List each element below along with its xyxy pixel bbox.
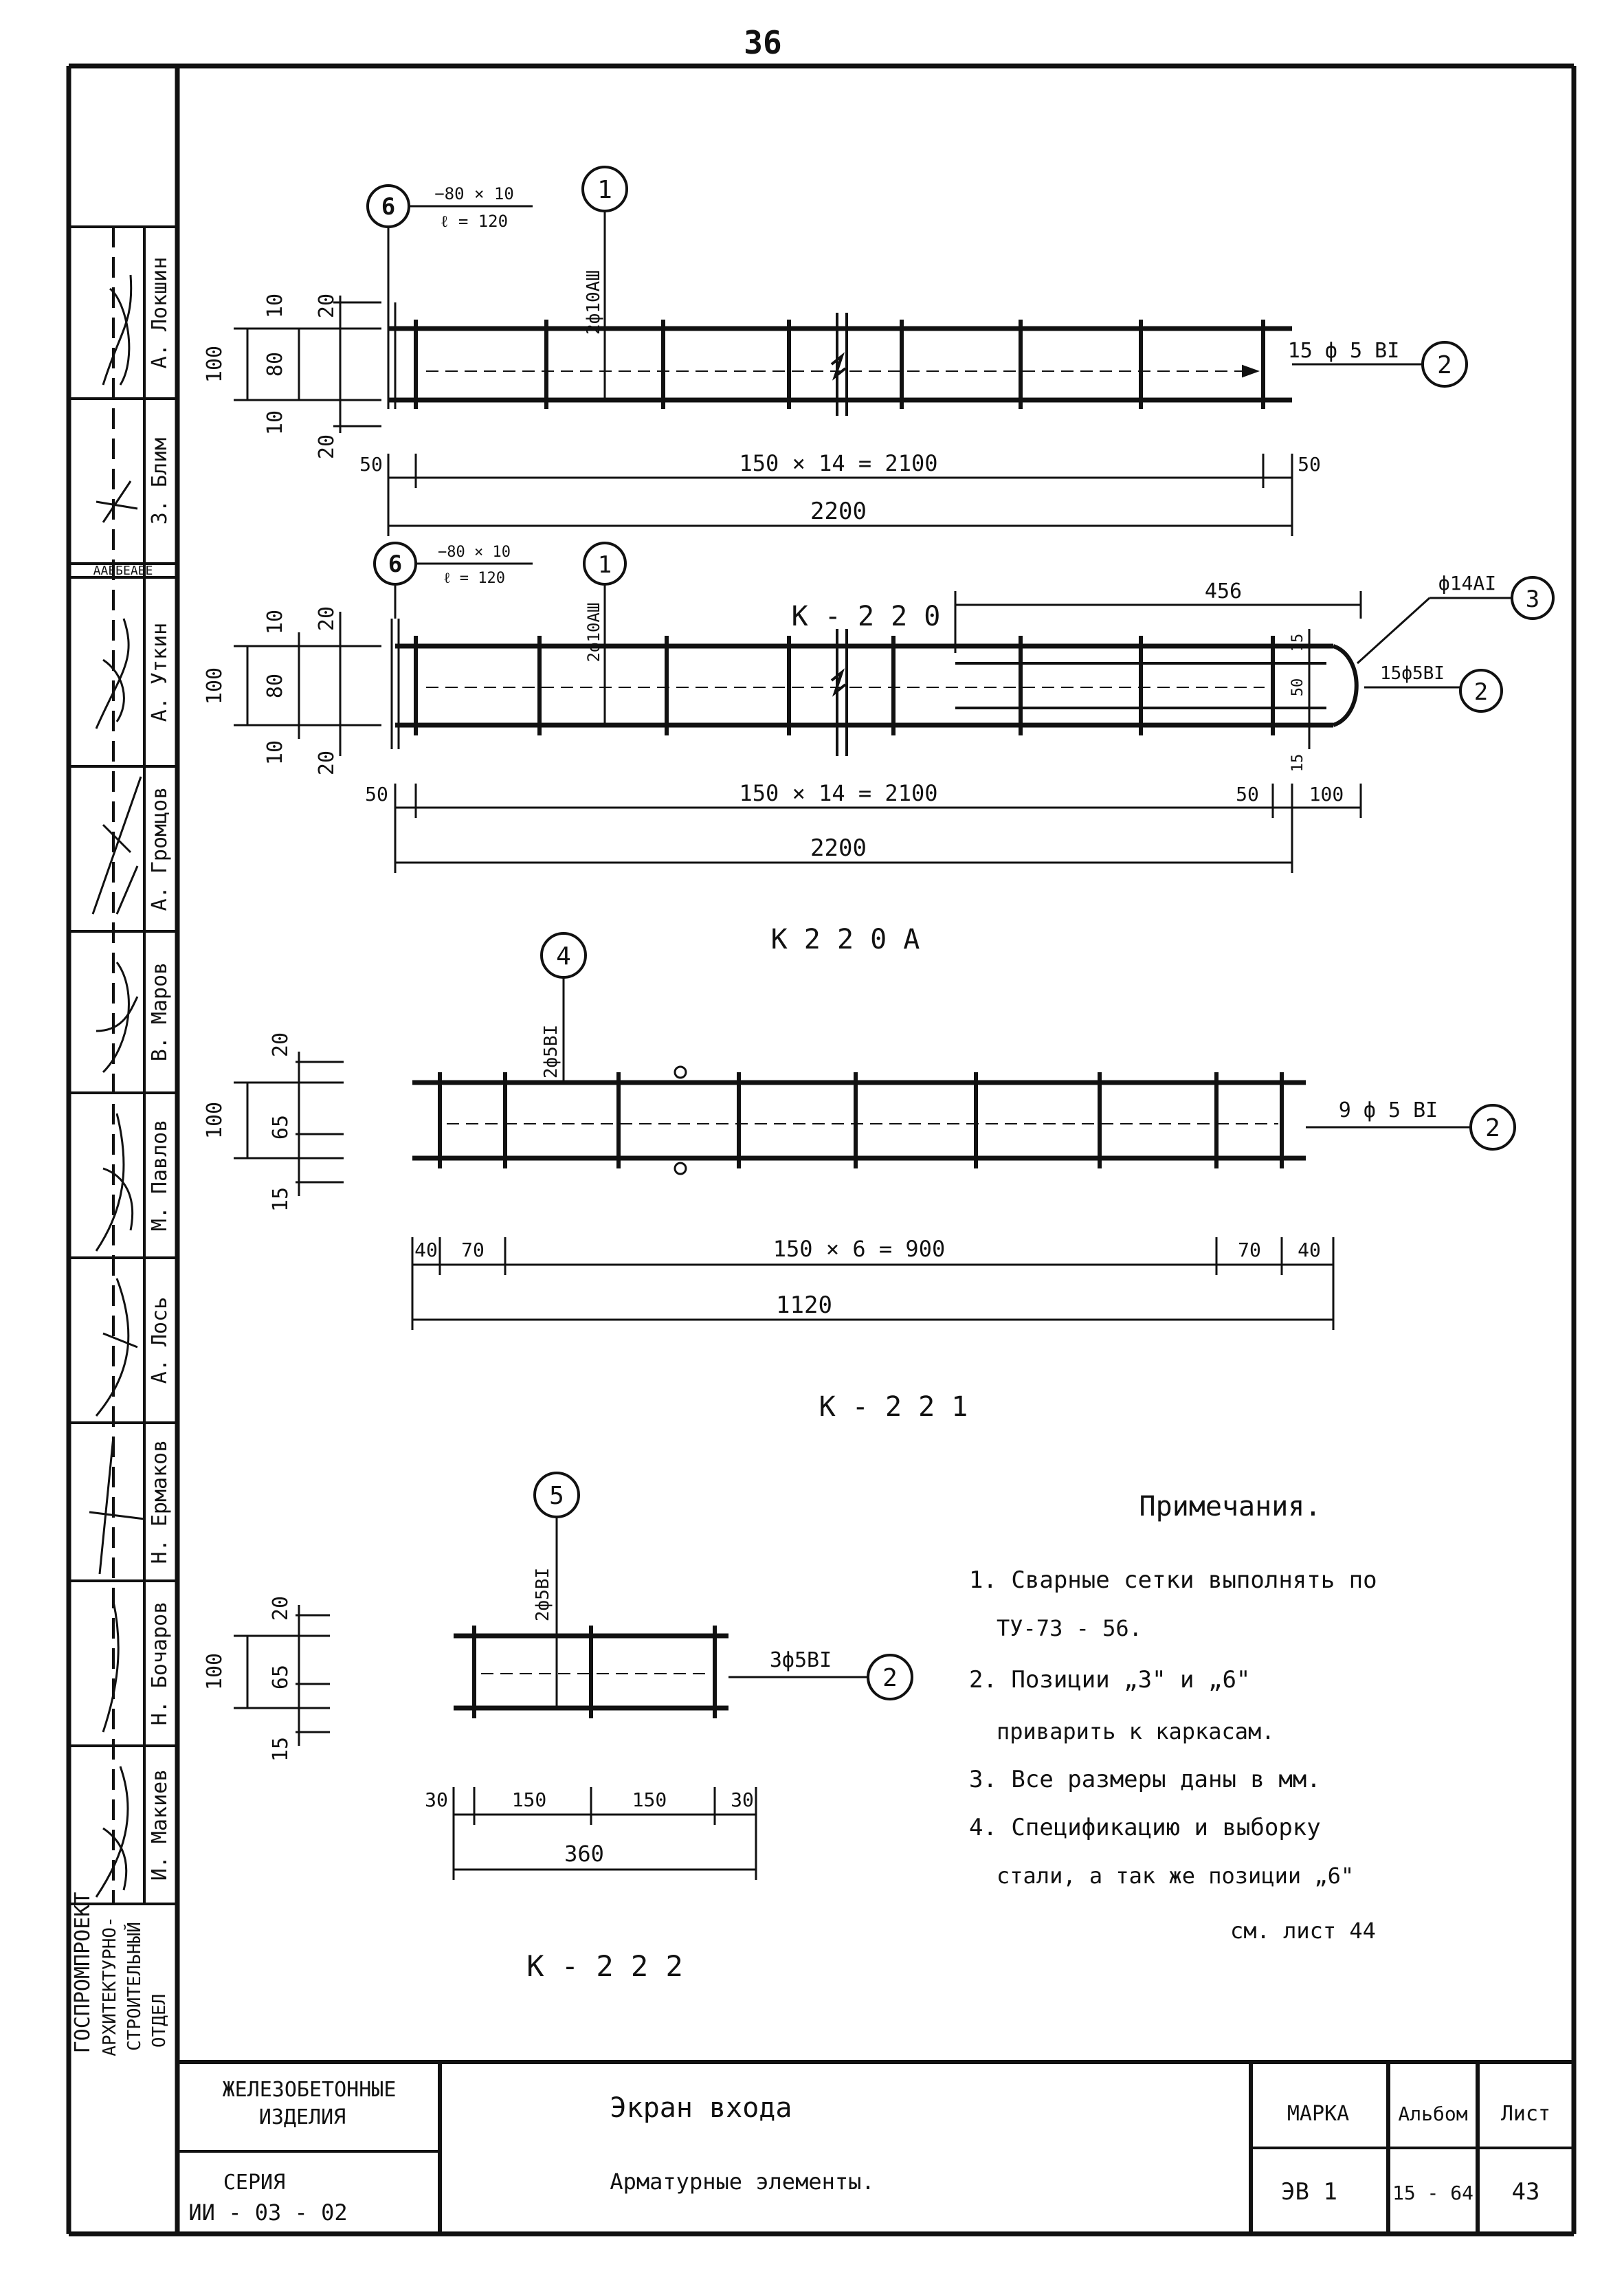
- position-marker: 2: [1473, 678, 1489, 706]
- position-marker: 6: [388, 551, 403, 578]
- position-marker: 2: [882, 1664, 898, 1692]
- approver-name: А. Локшин: [148, 256, 172, 369]
- position-marker: 2: [1437, 351, 1452, 379]
- dim-label: 10: [263, 410, 287, 436]
- plate-label: −80 × 10: [438, 544, 511, 561]
- notes-title: Примечания.: [1139, 1491, 1322, 1522]
- dim-label: 10: [263, 293, 287, 319]
- mark-label: МАРКА: [1287, 2102, 1350, 2126]
- position-marker: 1: [597, 176, 612, 204]
- dim-label: 70: [461, 1239, 485, 1261]
- position-marker: 4: [556, 942, 571, 971]
- bar-label: 2ф10АШ: [584, 602, 603, 663]
- dim-label: 20: [315, 750, 339, 776]
- album-value: 15 - 64: [1392, 2182, 1474, 2204]
- frame-label: К - 2 2 0: [791, 601, 941, 632]
- dim-label: 10: [263, 740, 287, 766]
- dim-label: 100: [203, 1101, 227, 1140]
- dim-label: 1120: [776, 1291, 832, 1319]
- dim-label: 360: [564, 1841, 604, 1867]
- note-line: ТУ-73 - 56.: [997, 1615, 1142, 1641]
- frame-label: К - 2 2 1: [819, 1391, 968, 1423]
- loop-label: ф14АI: [1438, 572, 1497, 595]
- rod-label: 9 ф 5 ВI: [1338, 1098, 1438, 1122]
- sheet-label: Лист: [1500, 2102, 1551, 2126]
- org-name: СТРОИТЕЛЬНЫЙ: [124, 1922, 145, 2051]
- dim-label: 50: [1289, 678, 1306, 697]
- series-label: СЕРИЯ: [223, 2171, 286, 2195]
- note-line: 2. Позиции „3" и „6": [969, 1666, 1251, 1694]
- dim-label: 150: [511, 1788, 547, 1811]
- dim-label: 20: [315, 293, 339, 319]
- dim-label: 150 × 14 = 2100: [739, 780, 938, 806]
- frame-label: К 2 2 0 А: [770, 924, 920, 955]
- position-marker: 5: [549, 1482, 564, 1510]
- dim-label: 100: [203, 667, 227, 705]
- note-line: 4. Спецификацию и выборку: [969, 1814, 1321, 1841]
- dim-label: 150: [632, 1788, 667, 1811]
- note-line: см. лист 44: [1230, 1918, 1376, 1944]
- dim-label: 50: [1298, 453, 1321, 476]
- dim-label: 20: [269, 1032, 293, 1058]
- approver-name: Н. Бочаров: [148, 1601, 172, 1726]
- dim-label: 15: [269, 1736, 293, 1762]
- position-marker: 6: [381, 193, 396, 221]
- position-marker: 2: [1485, 1114, 1500, 1142]
- dim-label: 70: [1238, 1239, 1261, 1261]
- dim-label: 10: [263, 609, 287, 635]
- dim-label: 20: [269, 1595, 293, 1621]
- position-marker: 3: [1525, 586, 1540, 613]
- dim-label: 100: [203, 1652, 227, 1691]
- frame-k-222: [203, 1473, 912, 1983]
- bar-label: 2ф10АШ: [583, 270, 604, 335]
- series-value: ИИ - 03 - 02: [188, 2199, 348, 2226]
- title-category: ИЗДЕЛИЯ: [258, 2105, 346, 2129]
- frame-k-220a: [203, 543, 1553, 955]
- dim-label: 15: [269, 1186, 293, 1212]
- dim-label: 65: [269, 1114, 293, 1140]
- dim-label: 150 × 14 = 2100: [739, 450, 938, 476]
- dim-label: 20: [315, 434, 339, 460]
- dim-label: 2200: [810, 834, 867, 862]
- mark-value: ЭВ 1: [1281, 2178, 1337, 2206]
- notes: [969, 1491, 1377, 1944]
- dim-label: 456: [1204, 579, 1243, 603]
- album-label: Альбом: [1398, 2103, 1468, 2125]
- dim-label: 80: [263, 673, 287, 699]
- rod-label: 3ф5ВI: [769, 1648, 832, 1672]
- dept-label: ААЕБЕАЕЕ: [93, 564, 153, 578]
- title-block: [177, 2062, 1574, 2234]
- org-name: ГОСПРОМПРОЕКТ: [71, 1892, 95, 2054]
- dim-label: 100: [1309, 783, 1344, 806]
- frame-k-221: [203, 933, 1515, 1423]
- approver-name: А. Громцов: [148, 786, 172, 911]
- dim-label: 50: [359, 453, 383, 476]
- frame-k-220: [203, 167, 1467, 536]
- note-line: 3. Все размеры даны в мм.: [969, 1766, 1321, 1793]
- approver-name: А. Лось: [148, 1296, 172, 1384]
- plate-label: ℓ = 120: [443, 570, 506, 587]
- bar-label: 2ф5ВI: [541, 1024, 561, 1079]
- title-category: ЖЕЛЕЗОБЕТОННЫЕ: [222, 2078, 397, 2102]
- dim-label: 65: [269, 1664, 293, 1690]
- sheet-value: 43: [1511, 2178, 1540, 2206]
- sheet-frame: [69, 66, 1574, 2234]
- dim-label: 50: [365, 783, 388, 806]
- plate-label: −80 × 10: [434, 184, 514, 203]
- signature-marks: [89, 275, 144, 1897]
- dim-label: 40: [1298, 1239, 1321, 1261]
- dim-label: 40: [414, 1239, 438, 1261]
- bar-label: 2ф5ВI: [533, 1567, 553, 1622]
- approver-name: В. Маров: [148, 962, 172, 1062]
- approver-name: М. Павлов: [148, 1119, 172, 1232]
- note-line: 1. Сварные сетки выполнять по: [969, 1566, 1377, 1594]
- note-line: стали, а так же позиции „6": [997, 1863, 1355, 1889]
- approver-name: З. Блим: [148, 437, 172, 525]
- org-name: АРХИТЕКТУРНО-: [100, 1916, 120, 2056]
- page-number: 36: [744, 24, 782, 61]
- side-panel: [69, 227, 177, 2056]
- rod-label: 15 ф 5 ВI: [1287, 339, 1400, 363]
- approver-name: Н. Ермаков: [148, 1439, 172, 1564]
- note-line: приварить к каркасам.: [997, 1718, 1275, 1744]
- approver-name: И. Макиев: [148, 1768, 172, 1881]
- dim-label: 15: [1289, 753, 1306, 773]
- product-title: Экран входа: [610, 2092, 792, 2124]
- dim-label: 150 × 6 = 900: [772, 1236, 946, 1262]
- position-marker: 1: [597, 551, 612, 579]
- org-name: ОТДЕЛ: [149, 1993, 170, 2048]
- dim-label: 80: [263, 351, 287, 377]
- rod-label: 15ф5ВI: [1380, 663, 1445, 684]
- dim-label: 30: [731, 1788, 754, 1811]
- product-subtitle: Арматурные элементы.: [610, 2169, 875, 2195]
- dim-label: 100: [203, 345, 227, 384]
- dim-label: 30: [425, 1788, 448, 1811]
- plate-label: ℓ = 120: [440, 212, 509, 231]
- dim-label: 20: [315, 606, 339, 632]
- approver-name: А. Уткин: [148, 622, 172, 722]
- dim-label: 50: [1236, 783, 1259, 806]
- frame-label: К - 2 2 2: [526, 1949, 683, 1983]
- dim-label: 15: [1289, 633, 1306, 652]
- dim-label: 2200: [810, 498, 867, 525]
